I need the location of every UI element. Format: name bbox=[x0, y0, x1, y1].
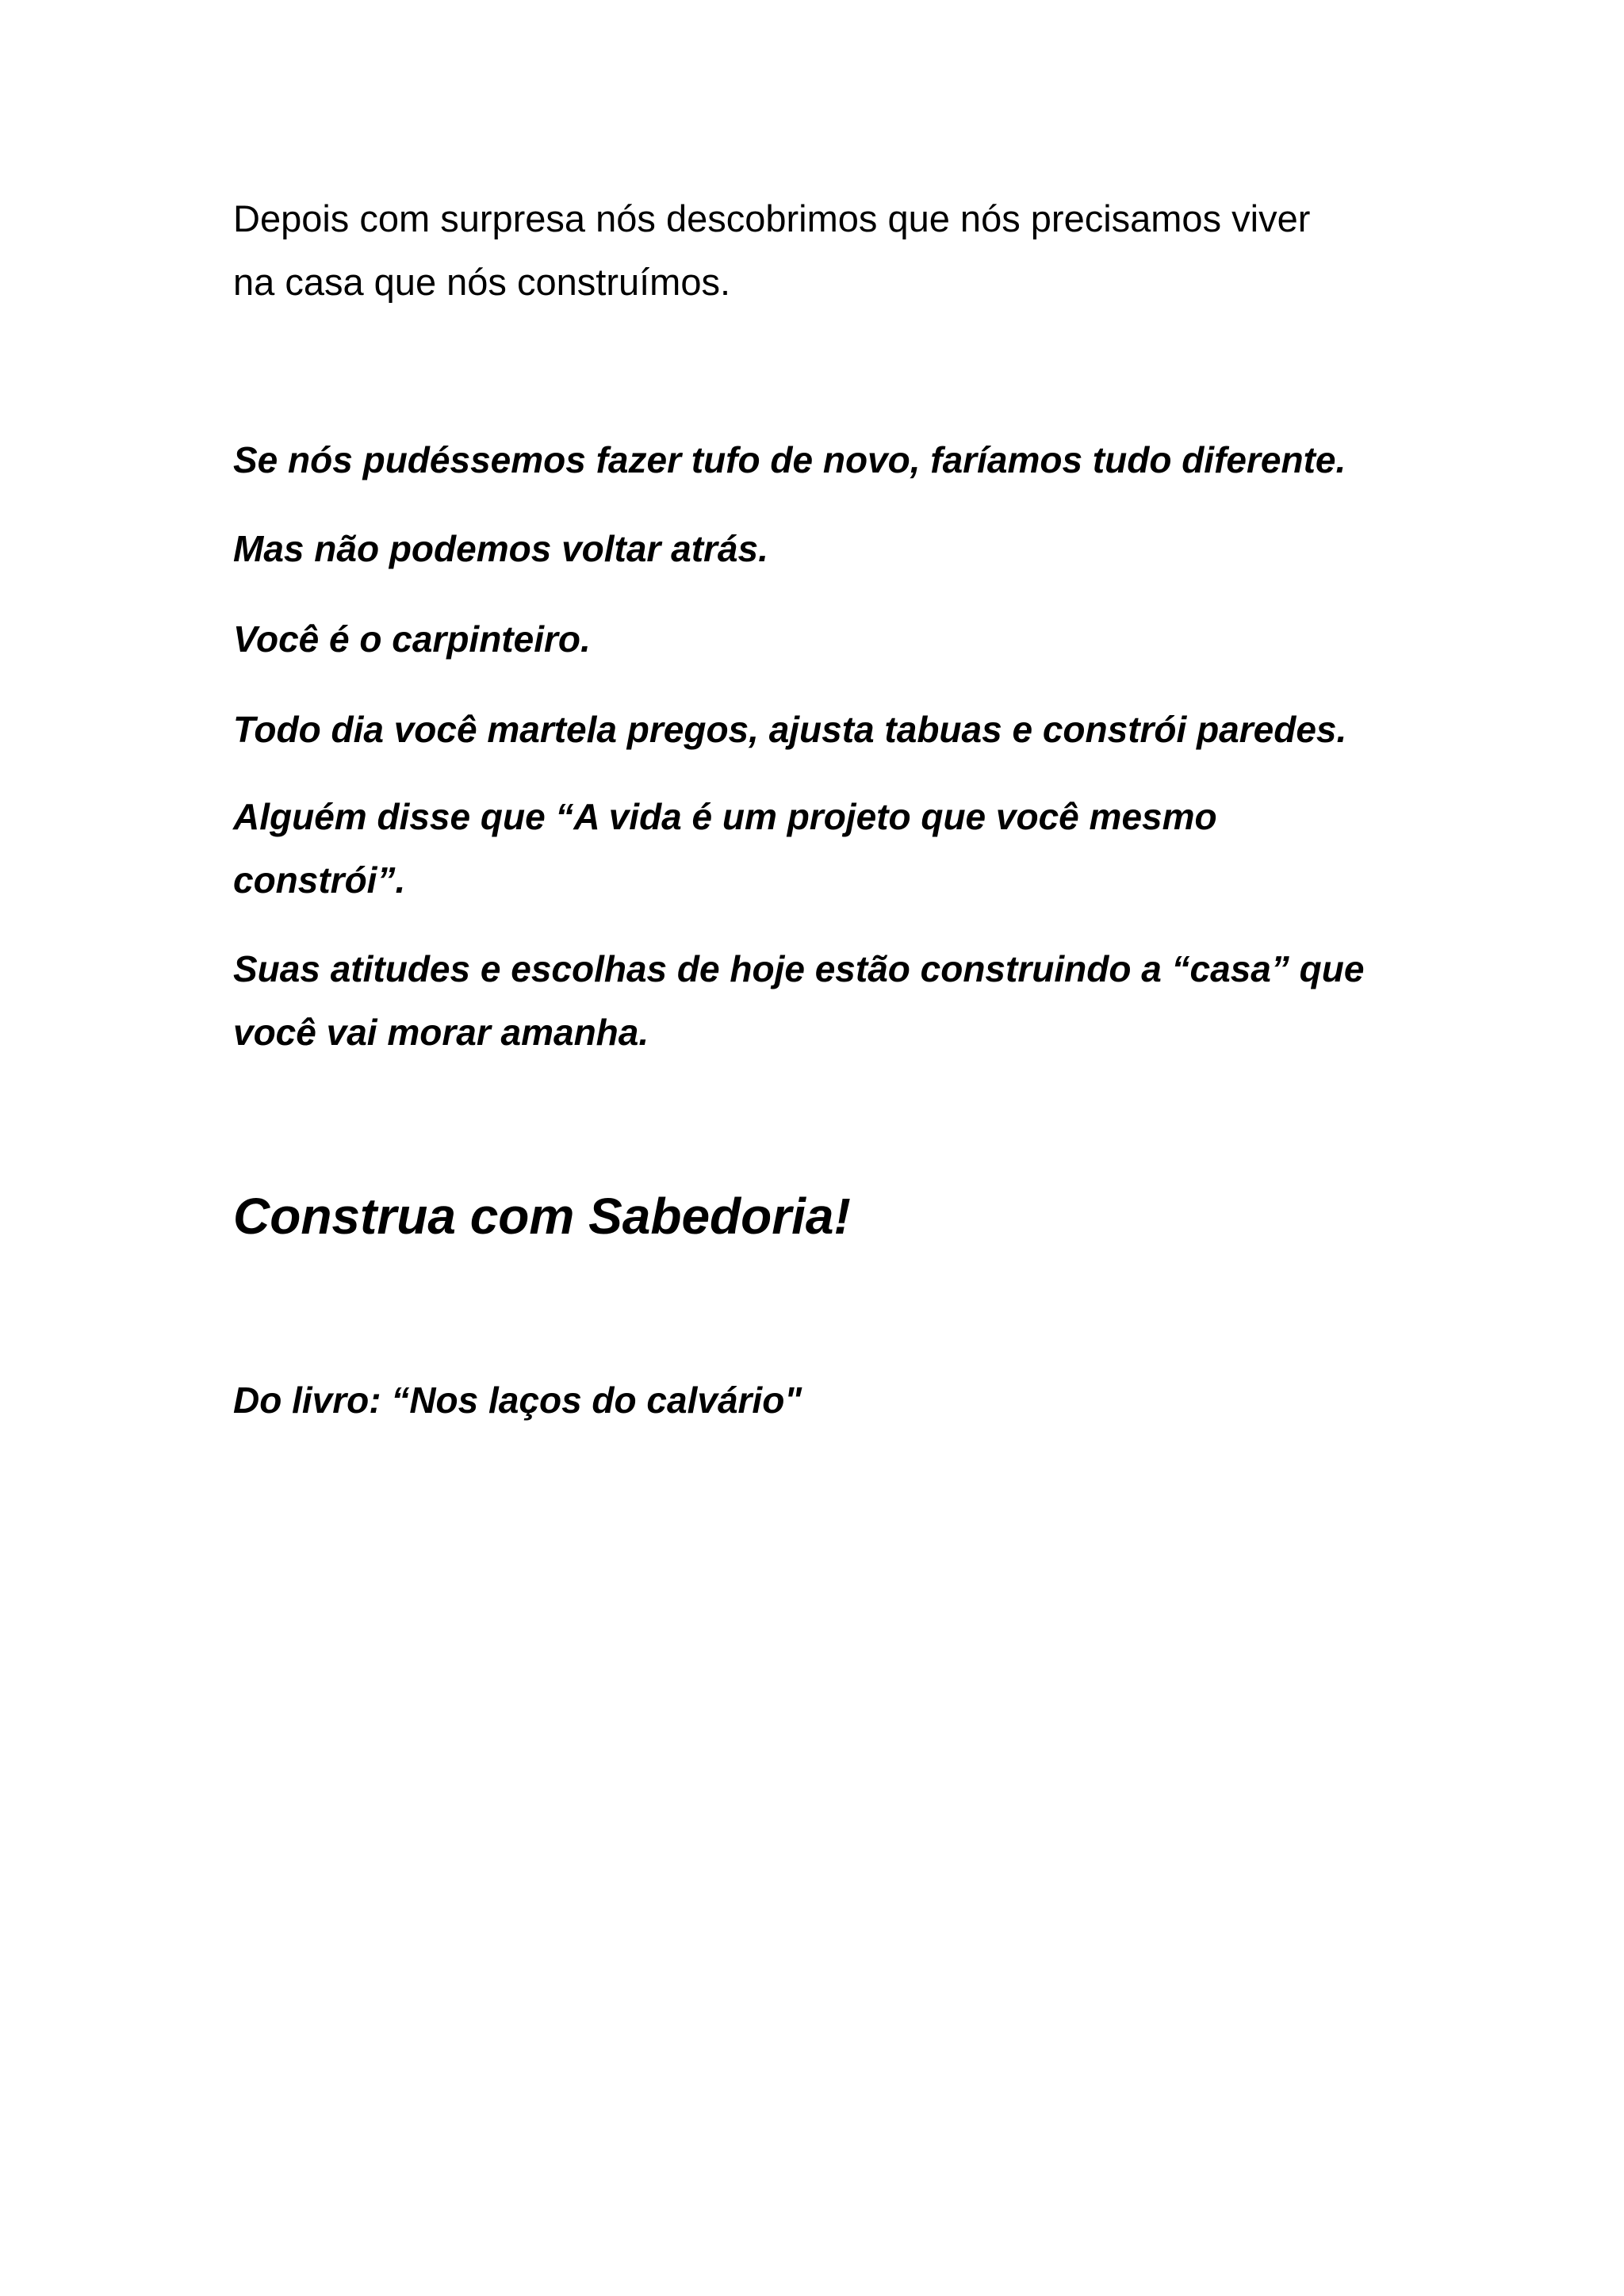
reflection-paragraph-6-line-1: Suas atitudes e escolhas de hoje estão construindo a “casa” que bbox=[233, 948, 1365, 989]
intro-line-1: Depois com surpresa nós descobrimos que nós precisamos viver bbox=[233, 197, 1311, 239]
reflection-paragraph-4: Todo dia você martela pregos, ajusta tabuas e constrói paredes. bbox=[233, 709, 1347, 750]
reflection-paragraph-3: Você é o carpinteiro. bbox=[233, 618, 591, 660]
source-citation: Do livro: “Nos laços do calvário" bbox=[233, 1380, 802, 1421]
reflection-paragraph-2: Mas não podemos voltar atrás. bbox=[233, 528, 768, 569]
reflection-paragraph-1: Se nós pudéssemos fazer tufo de novo, faríamos tudo diferente. bbox=[233, 439, 1346, 480]
reflection-paragraph-5-line-2: constrói”. bbox=[233, 859, 406, 901]
closing-heading: Construa com Sabedoria! bbox=[233, 1188, 851, 1245]
reflection-paragraph-5-line-1: Alguém disse que “A vida é um projeto que você mesmo bbox=[233, 796, 1217, 837]
reflection-paragraph-6-line-2: você vai morar amanha. bbox=[233, 1012, 649, 1053]
intro-paragraph bbox=[233, 187, 1407, 314]
reflection-paragraph-5 bbox=[233, 785, 1407, 912]
intro-line-2: na casa que nós construímos. bbox=[233, 261, 731, 303]
reflection-paragraph-6 bbox=[233, 937, 1407, 1064]
